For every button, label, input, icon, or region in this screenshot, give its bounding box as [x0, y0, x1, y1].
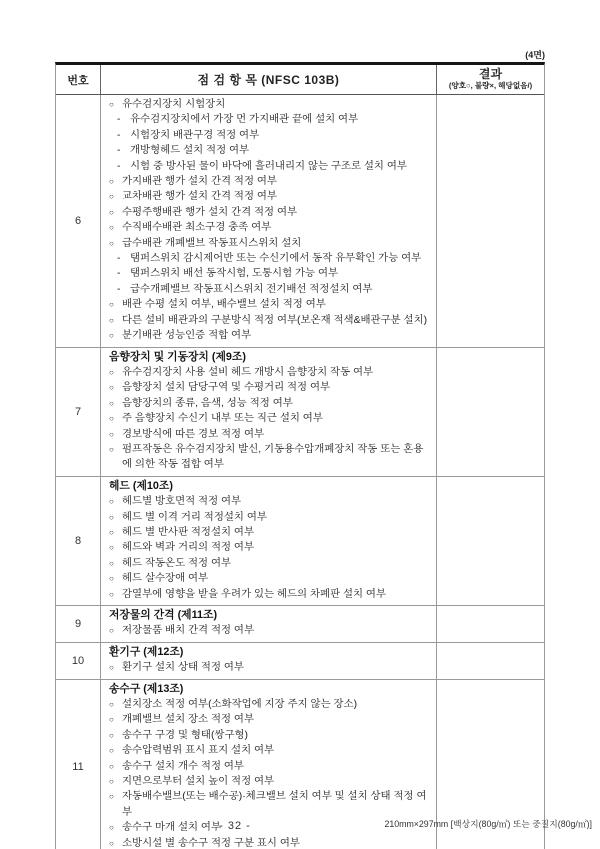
item-text: 주 음향장치 수신기 내부 또는 직근 설치 여부: [122, 413, 323, 425]
checklist-item: [107, 697, 432, 712]
circle-marker: ○: [109, 823, 114, 833]
item-text: 환기구 설치 상태 적정 여부: [122, 662, 244, 674]
table-header-row: [56, 65, 544, 95]
checklist-item: [107, 313, 432, 328]
item-text: 수평주행배관 행가 설치 간격 적정 여부: [122, 206, 298, 218]
checklist-item: [107, 712, 432, 727]
checklist-item: [107, 220, 432, 235]
section-title: 환기구 (제12조): [109, 645, 184, 658]
section-title: 헤드 (제10조): [109, 479, 173, 492]
item-text: 송수구 마개 설치 여부: [122, 822, 221, 834]
item-text: 자동배수밸브(또는 배수공)·체크밸브 설치 여부 및 설치 상태 적정 여부: [122, 791, 427, 818]
items-cell: [101, 643, 436, 679]
circle-marker: ○: [109, 238, 114, 248]
item-text: 급수배관 개폐밸브 작동표시스위치 설치: [122, 237, 302, 249]
circle-marker: ○: [109, 100, 114, 109]
dash-marker: -: [117, 114, 121, 126]
checklist-item: [107, 396, 432, 411]
item-text: 음향장치의 종류, 음색, 성능 적정 여부: [122, 397, 293, 409]
item-text: 헤드 별 반사판 적정설치 여부: [122, 526, 254, 538]
dash-marker: -: [117, 253, 121, 265]
result-cell: [436, 477, 544, 605]
items-cell: [101, 477, 436, 605]
items-cell: [101, 606, 436, 642]
item-text: 송수압력범위 표시 표지 설치 여부: [122, 745, 275, 757]
circle-marker: ○: [109, 300, 114, 310]
circle-marker: ○: [109, 527, 114, 537]
circle-marker: ○: [109, 383, 114, 393]
checklist-item: [107, 236, 432, 251]
checklist-item: [107, 571, 432, 586]
checklist-item: [107, 266, 432, 281]
circle-marker: ○: [109, 715, 114, 725]
table-row: [56, 95, 544, 347]
item-text: 헤드 별 이격 거리 적정설치 여부: [122, 511, 267, 523]
table-row: [56, 347, 544, 476]
item-text: 개방형헤드 설치 적정 여부: [130, 145, 250, 157]
inspection-checklist-table: [55, 62, 545, 849]
result-cell: [436, 348, 544, 476]
page-footer: [0, 817, 600, 837]
checklist-item: [107, 623, 432, 638]
dash-marker: -: [117, 129, 121, 141]
column-header-result: [436, 65, 544, 94]
checklist-item: [107, 97, 432, 112]
result-cell: [436, 643, 544, 679]
circle-marker: ○: [109, 331, 114, 341]
checklist-item: [107, 189, 432, 204]
circle-marker: ○: [109, 315, 114, 325]
checklist-item: [107, 759, 432, 774]
circle-marker: ○: [109, 543, 114, 553]
item-text: 음향장치 설치 담당구역 및 수평거리 적정 여부: [122, 382, 331, 394]
checklist-item: [107, 159, 432, 174]
item-text: 다른 설비 배관과의 구분방식 적정 여부(보온재 적색&배관구분 설치): [122, 314, 428, 326]
result-cell: [436, 606, 544, 642]
checklist-item: [107, 251, 432, 266]
checklist-item: [107, 297, 432, 312]
column-header-inspection-items: 점 검 항 목 (NFSC 103B): [197, 73, 340, 87]
item-text: 지면으로부터 설치 높이 적정 여부: [122, 776, 275, 788]
circle-marker: ○: [109, 589, 114, 599]
circle-marker: ○: [109, 497, 114, 507]
checklist-item: [107, 380, 432, 395]
row-number: 6: [56, 95, 101, 347]
circle-marker: ○: [109, 574, 114, 584]
section-title: 저장물의 간격 (제11조): [109, 609, 218, 621]
checklist-item: [107, 128, 432, 143]
circle-marker: ○: [109, 777, 114, 787]
column-header-number: 번호: [56, 65, 101, 94]
item-text: 유수검지장치 사용 설비 헤드 개방시 음향장치 작동 여부: [122, 366, 374, 378]
checklist-item: [107, 743, 432, 758]
item-text: 시험 중 방사된 물이 바닥에 흘러내리지 않는 구조로 설치 여부: [130, 160, 407, 172]
item-text: 저장물품 배치 간격 적정 여부: [122, 625, 254, 637]
circle-marker: ○: [109, 761, 114, 771]
items-cell: [101, 95, 436, 347]
circle-marker: ○: [109, 746, 114, 756]
item-text: 분기배관 성능인증 적합 여부: [122, 330, 252, 342]
circle-marker: ○: [109, 367, 114, 377]
circle-marker: ○: [109, 177, 114, 187]
item-text: 송수구 설치 개수 적정 여부: [122, 760, 244, 772]
circle-marker: ○: [109, 730, 114, 740]
circle-marker: ○: [109, 838, 114, 848]
checklist-item: [107, 774, 432, 789]
section-title: 송수구 (제13조): [109, 682, 184, 695]
checklist-item: [107, 789, 432, 820]
item-text: 유수검지장치에서 가장 먼 가지배관 끝에 설치 여부: [130, 114, 359, 126]
table-body: [56, 95, 544, 849]
item-text: 수직배수배관 최소구경 충족 여부: [122, 222, 272, 234]
row-number: 8: [56, 477, 101, 605]
checklist-item: [107, 427, 432, 442]
circle-marker: ○: [109, 663, 114, 673]
dash-marker: -: [117, 268, 121, 280]
checklist-item: [107, 328, 432, 343]
item-text: 송수구 구경 및 형태(쌍구형): [122, 729, 248, 741]
item-text: 탬퍼스위치 감시제어반 또는 수신기에서 동작 유무확인 가능 여부: [130, 253, 422, 265]
item-text: 헤드 살수장애 여부: [122, 573, 209, 585]
item-text: 헤드 작동온도 적정 여부: [122, 557, 232, 569]
checklist-item: [107, 525, 432, 540]
checklist-item: [107, 205, 432, 220]
item-text: 급수개폐밸브 작동표시스위치 전기배선 적정설치 여부: [130, 283, 373, 295]
dash-marker: -: [117, 160, 121, 172]
checklist-item: [107, 112, 432, 127]
item-text: 펌프작동은 유수검지장치 발신, 기동용수압개폐장치 작동 또는 혼용에 의한 작동 접합 여부: [122, 443, 424, 471]
checklist-item: [107, 411, 432, 426]
circle-marker: ○: [109, 223, 114, 233]
checklist-item: [107, 442, 432, 473]
dash-marker: -: [117, 283, 121, 295]
items-cell: [101, 348, 436, 476]
circle-marker: ○: [109, 444, 114, 454]
circle-marker: ○: [109, 626, 114, 636]
checklist-item: [107, 540, 432, 555]
circle-marker: ○: [109, 192, 114, 202]
item-text: 소방시설 별 송수구 적정 구분 표시 여부: [122, 837, 300, 849]
checklist-item: [107, 510, 432, 525]
checklist-item: [107, 587, 432, 602]
item-text: 유수검지장치 시험장치: [122, 99, 226, 110]
item-text: 헤드별 방호면적 적정 여부: [122, 496, 242, 508]
row-number: 9: [56, 606, 101, 642]
item-text: 개폐밸브 설치 장소 적정 여부: [122, 714, 254, 726]
paper-spec-label: 210mm×297mm [백상지(80g/㎡) 또는 중질지(80g/㎡)]: [384, 819, 592, 829]
item-text: 교차배관 행가 설치 간격 적정 여부: [122, 191, 277, 203]
item-text: 탬퍼스위치 배선 동작시험, 도통시험 가능 여부: [130, 268, 339, 280]
checklist-item: [107, 174, 432, 189]
item-text: 헤드와 벽과 거리의 적정 여부: [122, 542, 254, 554]
checklist-item: [107, 365, 432, 380]
circle-marker: ○: [109, 429, 114, 439]
result-cell: [436, 95, 544, 347]
checklist-item: [107, 660, 432, 675]
table-row: [56, 642, 544, 679]
checklist-item: [107, 836, 432, 849]
result-header-legend: (양호○, 불량×, 해당없음/): [448, 81, 533, 90]
item-text: 감열부에 영향을 받을 우려가 있는 헤드의 차폐판 설치 여부: [122, 588, 386, 600]
section-title: 음향장치 및 기동장치 (제9조): [109, 350, 246, 363]
page-side-label: (4면): [525, 50, 545, 60]
circle-marker: ○: [109, 207, 114, 217]
table-row: [56, 605, 544, 642]
dash-marker: -: [117, 145, 121, 157]
checklist-item: [107, 494, 432, 509]
circle-marker: ○: [109, 558, 114, 568]
result-header-title: 결과: [478, 67, 503, 81]
checklist-item: [107, 282, 432, 297]
row-number: 11: [56, 680, 101, 849]
row-number: 10: [56, 643, 101, 679]
row-number: 7: [56, 348, 101, 476]
item-text: 설치장소 적정 여부(소화작업에 지장 주지 않는 장소): [122, 699, 358, 711]
page-number: - 32 -: [219, 820, 251, 832]
item-text: 가지배관 행가 설치 간격 적정 여부: [122, 176, 277, 188]
circle-marker: ○: [109, 398, 114, 408]
circle-marker: ○: [109, 414, 114, 424]
checklist-item: [107, 728, 432, 743]
item-text: 경보방식에 따른 경보 적정 여부: [122, 428, 265, 440]
checklist-item: [107, 143, 432, 158]
item-text: 배관 수평 설치 여부, 배수밸브 설치 적정 여부: [122, 299, 326, 311]
circle-marker: ○: [109, 700, 114, 710]
item-text: 시험장치 배관구경 적정 여부: [130, 129, 260, 141]
checklist-item: [107, 556, 432, 571]
circle-marker: ○: [109, 792, 114, 802]
circle-marker: ○: [109, 512, 114, 522]
table-row: [56, 476, 544, 605]
